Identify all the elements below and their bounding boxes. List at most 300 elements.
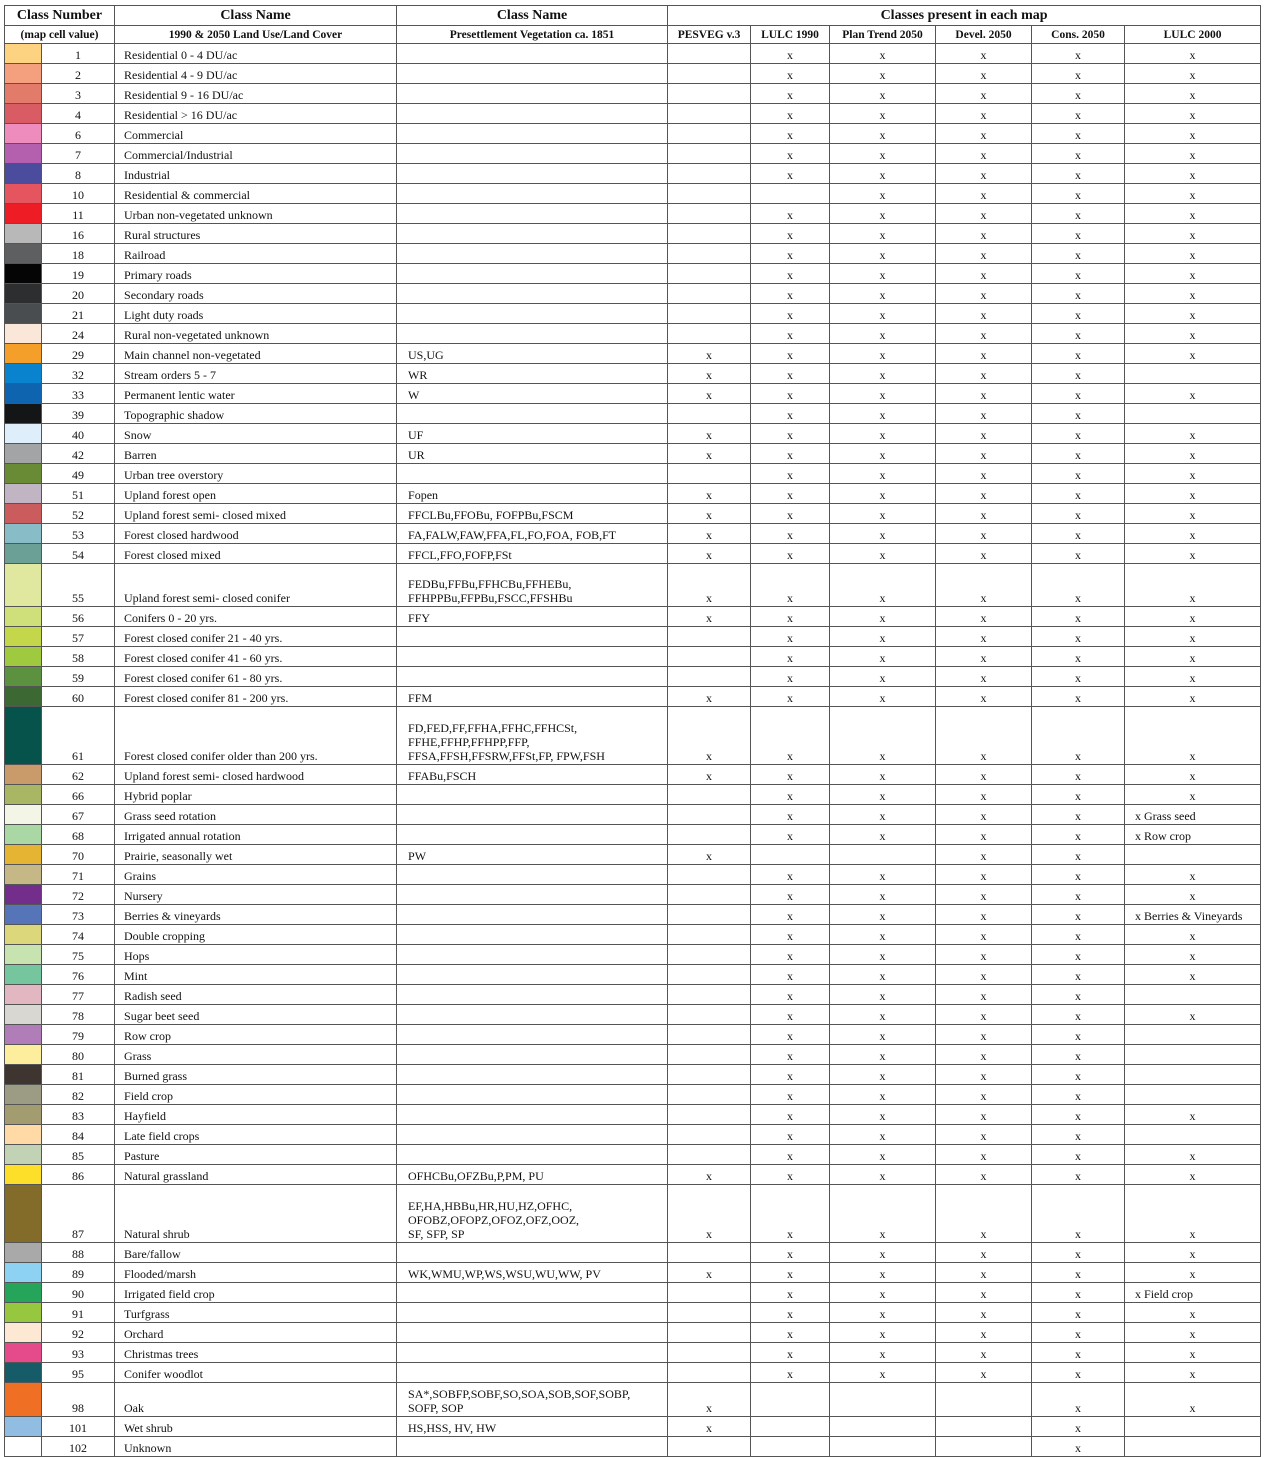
presence-pesveg bbox=[668, 1025, 751, 1045]
land-cover-class-table bbox=[4, 5, 1261, 1457]
presence-pesveg: x bbox=[668, 765, 751, 785]
table-row bbox=[5, 224, 1261, 244]
presence-pesveg bbox=[668, 404, 751, 424]
presence-pesveg: x bbox=[668, 1263, 751, 1283]
presence-cons-2050: x bbox=[1032, 284, 1125, 304]
presence-lulc-1990: x bbox=[751, 104, 830, 124]
presence-cons-2050: x bbox=[1032, 364, 1125, 384]
presence-devel-2050: x bbox=[936, 1165, 1032, 1185]
class-name-presettlement bbox=[397, 1243, 668, 1263]
presence-lulc-2000 bbox=[1125, 1045, 1261, 1065]
presence-cons-2050: x bbox=[1032, 945, 1125, 965]
presence-plan-trend-2050: x bbox=[830, 805, 936, 825]
presence-pesveg: x bbox=[668, 564, 751, 607]
table-row bbox=[5, 204, 1261, 224]
color-swatch bbox=[5, 945, 41, 964]
presence-lulc-2000 bbox=[1125, 1085, 1261, 1105]
presence-cons-2050: x bbox=[1032, 1363, 1125, 1383]
class-number: 80 bbox=[42, 1045, 115, 1065]
table-row bbox=[5, 344, 1261, 364]
presence-cons-2050: x bbox=[1032, 1045, 1125, 1065]
class-name-presettlement bbox=[397, 1085, 668, 1105]
class-name-lulc: Primary roads bbox=[115, 264, 397, 284]
class-number: 8 bbox=[42, 164, 115, 184]
presence-lulc-1990: x bbox=[751, 1085, 830, 1105]
presence-devel-2050: x bbox=[936, 1283, 1032, 1303]
presence-lulc-1990: x bbox=[751, 667, 830, 687]
color-swatch-cell bbox=[5, 504, 42, 524]
presence-cons-2050: x bbox=[1032, 1005, 1125, 1025]
class-name-lulc: Mint bbox=[115, 965, 397, 985]
presence-lulc-2000: x bbox=[1125, 344, 1261, 364]
header-class-name-lulc: Class Name bbox=[115, 6, 397, 26]
presence-devel-2050: x bbox=[936, 64, 1032, 84]
presence-pesveg: x bbox=[668, 384, 751, 404]
class-name-lulc: Residential 4 - 9 DU/ac bbox=[115, 64, 397, 84]
color-swatch-cell bbox=[5, 264, 42, 284]
presence-plan-trend-2050: x bbox=[830, 484, 936, 504]
color-swatch-cell bbox=[5, 544, 42, 564]
presence-lulc-1990: x bbox=[751, 1045, 830, 1065]
color-swatch-cell bbox=[5, 524, 42, 544]
presence-pesveg bbox=[668, 84, 751, 104]
presence-plan-trend-2050: x bbox=[830, 1363, 936, 1383]
color-swatch bbox=[5, 1185, 41, 1242]
presence-plan-trend-2050: x bbox=[830, 1025, 936, 1045]
color-swatch bbox=[5, 324, 41, 343]
presence-devel-2050: x bbox=[936, 544, 1032, 564]
class-name-presettlement bbox=[397, 925, 668, 945]
presence-pesveg: x bbox=[668, 344, 751, 364]
table-row bbox=[5, 384, 1261, 404]
class-name-presettlement bbox=[397, 324, 668, 344]
presence-lulc-1990: x bbox=[751, 647, 830, 667]
color-swatch-cell bbox=[5, 1437, 42, 1457]
class-name-presettlement bbox=[397, 184, 668, 204]
class-number: 79 bbox=[42, 1025, 115, 1045]
class-name-presettlement bbox=[397, 264, 668, 284]
presence-lulc-1990: x bbox=[751, 44, 830, 64]
header-class-name-presettlement: Class Name bbox=[397, 6, 668, 26]
presence-pesveg bbox=[668, 945, 751, 965]
presence-devel-2050: x bbox=[936, 1025, 1032, 1045]
class-name-presettlement bbox=[397, 1343, 668, 1363]
presence-plan-trend-2050: x bbox=[830, 1085, 936, 1105]
header-map-lulc-2000: LULC 2000 bbox=[1125, 26, 1261, 44]
presence-cons-2050: x bbox=[1032, 925, 1125, 945]
color-swatch bbox=[5, 484, 41, 503]
header-row-1 bbox=[5, 6, 1261, 26]
color-swatch-cell bbox=[5, 184, 42, 204]
presence-cons-2050: x bbox=[1032, 1165, 1125, 1185]
class-name-presettlement: FFCLBu,FFOBu, FOFPBu,FSCM bbox=[397, 504, 668, 524]
color-swatch-cell bbox=[5, 885, 42, 905]
presence-cons-2050: x bbox=[1032, 444, 1125, 464]
presence-plan-trend-2050: x bbox=[830, 1185, 936, 1243]
class-name-lulc: Irrigated field crop bbox=[115, 1283, 397, 1303]
presence-pesveg: x bbox=[668, 364, 751, 384]
color-swatch-cell bbox=[5, 965, 42, 985]
table-row bbox=[5, 1363, 1261, 1383]
class-name-presettlement bbox=[397, 805, 668, 825]
class-number: 32 bbox=[42, 364, 115, 384]
table-row bbox=[5, 44, 1261, 64]
class-number: 59 bbox=[42, 667, 115, 687]
class-number: 62 bbox=[42, 765, 115, 785]
class-number: 67 bbox=[42, 805, 115, 825]
table-row bbox=[5, 244, 1261, 264]
table-row bbox=[5, 544, 1261, 564]
presence-cons-2050: x bbox=[1032, 544, 1125, 564]
table-row bbox=[5, 647, 1261, 667]
class-name-lulc: Berries & vineyards bbox=[115, 905, 397, 925]
color-swatch bbox=[5, 627, 41, 646]
presence-pesveg bbox=[668, 965, 751, 985]
class-number: 11 bbox=[42, 204, 115, 224]
table-row bbox=[5, 805, 1261, 825]
presence-pesveg bbox=[668, 1363, 751, 1383]
presence-plan-trend-2050: x bbox=[830, 1263, 936, 1283]
class-name-lulc: Upland forest open bbox=[115, 484, 397, 504]
presence-cons-2050: x bbox=[1032, 344, 1125, 364]
color-swatch-cell bbox=[5, 865, 42, 885]
class-name-presettlement bbox=[397, 104, 668, 124]
class-name-presettlement bbox=[397, 124, 668, 144]
presence-lulc-1990: x bbox=[751, 524, 830, 544]
presence-cons-2050: x bbox=[1032, 1243, 1125, 1263]
presence-cons-2050: x bbox=[1032, 464, 1125, 484]
presence-lulc-2000: x bbox=[1125, 1263, 1261, 1283]
color-swatch-cell bbox=[5, 1025, 42, 1045]
color-swatch bbox=[5, 845, 41, 864]
presence-lulc-1990: x bbox=[751, 224, 830, 244]
presence-plan-trend-2050: x bbox=[830, 504, 936, 524]
class-number: 81 bbox=[42, 1065, 115, 1085]
presence-pesveg bbox=[668, 104, 751, 124]
table-row bbox=[5, 1165, 1261, 1185]
presence-cons-2050: x bbox=[1032, 1283, 1125, 1303]
presence-lulc-1990: x bbox=[751, 965, 830, 985]
presence-cons-2050: x bbox=[1032, 805, 1125, 825]
presence-plan-trend-2050: x bbox=[830, 104, 936, 124]
color-swatch bbox=[5, 1417, 41, 1436]
presence-devel-2050: x bbox=[936, 647, 1032, 667]
color-swatch-cell bbox=[5, 164, 42, 184]
presence-plan-trend-2050: x bbox=[830, 264, 936, 284]
table-row bbox=[5, 825, 1261, 845]
class-name-presettlement bbox=[397, 865, 668, 885]
color-swatch-cell bbox=[5, 825, 42, 845]
class-number: 88 bbox=[42, 1243, 115, 1263]
presence-lulc-2000: x bbox=[1125, 284, 1261, 304]
presence-pesveg: x bbox=[668, 1383, 751, 1417]
presence-cons-2050: x bbox=[1032, 667, 1125, 687]
presence-lulc-1990: x bbox=[751, 905, 830, 925]
presence-lulc-2000 bbox=[1125, 1065, 1261, 1085]
presence-plan-trend-2050: x bbox=[830, 627, 936, 647]
presence-plan-trend-2050: x bbox=[830, 224, 936, 244]
presence-lulc-1990: x bbox=[751, 1323, 830, 1343]
class-name-lulc: Rural non-vegetated unknown bbox=[115, 324, 397, 344]
presence-lulc-1990: x bbox=[751, 364, 830, 384]
presence-lulc-2000 bbox=[1125, 364, 1261, 384]
class-number: 6 bbox=[42, 124, 115, 144]
class-number: 91 bbox=[42, 1303, 115, 1323]
class-name-lulc: Sugar beet seed bbox=[115, 1005, 397, 1025]
presence-lulc-1990: x bbox=[751, 1025, 830, 1045]
color-swatch bbox=[5, 1005, 41, 1024]
presence-cons-2050: x bbox=[1032, 1343, 1125, 1363]
presence-lulc-2000: x bbox=[1125, 1303, 1261, 1323]
presence-plan-trend-2050: x bbox=[830, 707, 936, 765]
presence-cons-2050: x bbox=[1032, 1065, 1125, 1085]
class-number: 10 bbox=[42, 184, 115, 204]
presence-devel-2050: x bbox=[936, 1065, 1032, 1085]
presence-plan-trend-2050: x bbox=[830, 945, 936, 965]
presence-lulc-1990 bbox=[751, 1383, 830, 1417]
table-row bbox=[5, 364, 1261, 384]
presence-devel-2050: x bbox=[936, 1303, 1032, 1323]
presence-lulc-1990: x bbox=[751, 707, 830, 765]
color-swatch bbox=[5, 1025, 41, 1044]
presence-cons-2050: x bbox=[1032, 825, 1125, 845]
presence-plan-trend-2050: x bbox=[830, 324, 936, 344]
presence-lulc-1990 bbox=[751, 1417, 830, 1437]
color-swatch-cell bbox=[5, 1417, 42, 1437]
presence-devel-2050: x bbox=[936, 504, 1032, 524]
class-number: 1 bbox=[42, 44, 115, 64]
class-name-presettlement bbox=[397, 905, 668, 925]
presence-devel-2050: x bbox=[936, 284, 1032, 304]
presence-devel-2050: x bbox=[936, 965, 1032, 985]
color-swatch-cell bbox=[5, 384, 42, 404]
presence-cons-2050: x bbox=[1032, 164, 1125, 184]
presence-pesveg: x bbox=[668, 845, 751, 865]
presence-devel-2050: x bbox=[936, 424, 1032, 444]
presence-devel-2050: x bbox=[936, 885, 1032, 905]
class-number: 40 bbox=[42, 424, 115, 444]
color-swatch bbox=[5, 925, 41, 944]
presence-cons-2050: x bbox=[1032, 184, 1125, 204]
presence-devel-2050: x bbox=[936, 667, 1032, 687]
presence-lulc-1990: x bbox=[751, 1243, 830, 1263]
presence-cons-2050: x bbox=[1032, 84, 1125, 104]
class-number: 42 bbox=[42, 444, 115, 464]
table-row bbox=[5, 1437, 1261, 1457]
presence-lulc-1990: x bbox=[751, 424, 830, 444]
color-swatch-cell bbox=[5, 404, 42, 424]
color-swatch-cell bbox=[5, 244, 42, 264]
class-name-lulc: Commercial/Industrial bbox=[115, 144, 397, 164]
presence-cons-2050: x bbox=[1032, 1145, 1125, 1165]
class-number: 82 bbox=[42, 1085, 115, 1105]
table-row bbox=[5, 1145, 1261, 1165]
color-swatch bbox=[5, 805, 41, 824]
table-row bbox=[5, 1343, 1261, 1363]
presence-pesveg bbox=[668, 304, 751, 324]
class-number: 21 bbox=[42, 304, 115, 324]
presence-plan-trend-2050: x bbox=[830, 925, 936, 945]
table-row bbox=[5, 524, 1261, 544]
presence-pesveg bbox=[668, 184, 751, 204]
header-map-devel-2050: Devel. 2050 bbox=[936, 26, 1032, 44]
presence-plan-trend-2050: x bbox=[830, 865, 936, 885]
presence-lulc-2000: x bbox=[1125, 765, 1261, 785]
class-name-presettlement: FD,FED,FF,FFHA,FFHC,FFHCSt, FFHE,FFHP,FFHPP,FFP, FFSA,FFSH,FFSRW,FFSt,FP, FPW,FSH bbox=[397, 707, 668, 765]
class-name-presettlement: UF bbox=[397, 424, 668, 444]
presence-cons-2050: x bbox=[1032, 224, 1125, 244]
table-row bbox=[5, 865, 1261, 885]
presence-plan-trend-2050: x bbox=[830, 1283, 936, 1303]
presence-devel-2050: x bbox=[936, 1343, 1032, 1363]
presence-cons-2050: x bbox=[1032, 765, 1125, 785]
presence-lulc-1990: x bbox=[751, 627, 830, 647]
presence-lulc-1990: x bbox=[751, 464, 830, 484]
header-class-number: Class Number bbox=[5, 6, 115, 26]
presence-lulc-1990: x bbox=[751, 1263, 830, 1283]
color-swatch-cell bbox=[5, 805, 42, 825]
color-swatch-cell bbox=[5, 1243, 42, 1263]
presence-lulc-2000: x bbox=[1125, 384, 1261, 404]
header-classes-present: Classes present in each map bbox=[668, 6, 1261, 26]
presence-lulc-2000: x bbox=[1125, 1243, 1261, 1263]
presence-lulc-2000: x bbox=[1125, 264, 1261, 284]
header-map-lulc-1990: LULC 1990 bbox=[751, 26, 830, 44]
presence-lulc-2000 bbox=[1125, 845, 1261, 865]
presence-plan-trend-2050: x bbox=[830, 284, 936, 304]
table-row bbox=[5, 707, 1261, 765]
color-swatch bbox=[5, 244, 41, 263]
color-swatch bbox=[5, 264, 41, 283]
table-row bbox=[5, 985, 1261, 1005]
presence-pesveg: x bbox=[668, 444, 751, 464]
presence-cons-2050: x bbox=[1032, 1323, 1125, 1343]
class-name-lulc: Pasture bbox=[115, 1145, 397, 1165]
class-number: 89 bbox=[42, 1263, 115, 1283]
table-row bbox=[5, 1243, 1261, 1263]
color-swatch bbox=[5, 164, 41, 183]
presence-lulc-2000: x bbox=[1125, 224, 1261, 244]
class-name-presettlement: FFABu,FSCH bbox=[397, 765, 668, 785]
class-name-lulc: Natural grassland bbox=[115, 1165, 397, 1185]
presence-lulc-1990: x bbox=[751, 1065, 830, 1085]
class-number: 19 bbox=[42, 264, 115, 284]
presence-pesveg bbox=[668, 1283, 751, 1303]
color-swatch bbox=[5, 44, 41, 63]
presence-lulc-2000: x bbox=[1125, 1145, 1261, 1165]
class-number: 102 bbox=[42, 1437, 115, 1457]
color-swatch bbox=[5, 707, 41, 764]
class-number: 56 bbox=[42, 607, 115, 627]
presence-devel-2050: x bbox=[936, 164, 1032, 184]
presence-lulc-1990: x bbox=[751, 885, 830, 905]
presence-pesveg: x bbox=[668, 687, 751, 707]
presence-lulc-2000 bbox=[1125, 1417, 1261, 1437]
presence-cons-2050: x bbox=[1032, 1263, 1125, 1283]
class-name-presettlement bbox=[397, 825, 668, 845]
class-name-presettlement bbox=[397, 1025, 668, 1045]
presence-devel-2050: x bbox=[936, 905, 1032, 925]
table-row bbox=[5, 1383, 1261, 1417]
table-row bbox=[5, 1125, 1261, 1145]
class-name-presettlement bbox=[397, 785, 668, 805]
table-row bbox=[5, 1303, 1261, 1323]
presence-cons-2050: x bbox=[1032, 607, 1125, 627]
presence-cons-2050: x bbox=[1032, 1125, 1125, 1145]
color-swatch bbox=[5, 1383, 41, 1416]
class-name-lulc: Christmas trees bbox=[115, 1343, 397, 1363]
color-swatch-cell bbox=[5, 224, 42, 244]
table-row bbox=[5, 905, 1261, 925]
class-name-presettlement bbox=[397, 647, 668, 667]
class-name-presettlement bbox=[397, 404, 668, 424]
table-row bbox=[5, 164, 1261, 184]
presence-pesveg bbox=[668, 925, 751, 945]
presence-cons-2050: x bbox=[1032, 647, 1125, 667]
color-swatch-cell bbox=[5, 64, 42, 84]
presence-devel-2050: x bbox=[936, 384, 1032, 404]
class-number: 20 bbox=[42, 284, 115, 304]
color-swatch bbox=[5, 1303, 41, 1322]
class-number: 101 bbox=[42, 1417, 115, 1437]
class-number: 39 bbox=[42, 404, 115, 424]
table-row bbox=[5, 1185, 1261, 1243]
color-swatch bbox=[5, 985, 41, 1004]
presence-lulc-1990: x bbox=[751, 64, 830, 84]
class-number: 57 bbox=[42, 627, 115, 647]
class-number: 84 bbox=[42, 1125, 115, 1145]
presence-pesveg: x bbox=[668, 524, 751, 544]
presence-cons-2050: x bbox=[1032, 524, 1125, 544]
color-swatch-cell bbox=[5, 647, 42, 667]
presence-plan-trend-2050: x bbox=[830, 84, 936, 104]
class-number: 95 bbox=[42, 1363, 115, 1383]
presence-pesveg: x bbox=[668, 484, 751, 504]
class-number: 16 bbox=[42, 224, 115, 244]
class-number: 49 bbox=[42, 464, 115, 484]
presence-devel-2050: x bbox=[936, 945, 1032, 965]
presence-lulc-2000: x bbox=[1125, 304, 1261, 324]
class-name-lulc: Row crop bbox=[115, 1025, 397, 1045]
presence-cons-2050: x bbox=[1032, 404, 1125, 424]
presence-plan-trend-2050: x bbox=[830, 144, 936, 164]
class-name-lulc: Forest closed conifer 61 - 80 yrs. bbox=[115, 667, 397, 687]
presence-devel-2050: x bbox=[936, 144, 1032, 164]
color-swatch-cell bbox=[5, 765, 42, 785]
table-row bbox=[5, 304, 1261, 324]
presence-lulc-1990: x bbox=[751, 324, 830, 344]
presence-lulc-1990: x bbox=[751, 544, 830, 564]
class-name-presettlement: US,UG bbox=[397, 344, 668, 364]
color-swatch-cell bbox=[5, 985, 42, 1005]
class-name-lulc: Residential 0 - 4 DU/ac bbox=[115, 44, 397, 64]
presence-lulc-2000: x bbox=[1125, 544, 1261, 564]
class-name-lulc: Burned grass bbox=[115, 1065, 397, 1085]
presence-pesveg bbox=[668, 647, 751, 667]
class-name-lulc: Snow bbox=[115, 424, 397, 444]
presence-devel-2050: x bbox=[936, 304, 1032, 324]
table-row bbox=[5, 785, 1261, 805]
color-swatch-cell bbox=[5, 1005, 42, 1025]
color-swatch-cell bbox=[5, 905, 42, 925]
class-name-presettlement: PW bbox=[397, 845, 668, 865]
presence-lulc-1990: x bbox=[751, 865, 830, 885]
presence-lulc-2000: x Grass seed bbox=[1125, 805, 1261, 825]
class-number: 90 bbox=[42, 1283, 115, 1303]
presence-lulc-2000: x bbox=[1125, 84, 1261, 104]
presence-pesveg: x bbox=[668, 424, 751, 444]
presence-lulc-2000: x bbox=[1125, 244, 1261, 264]
